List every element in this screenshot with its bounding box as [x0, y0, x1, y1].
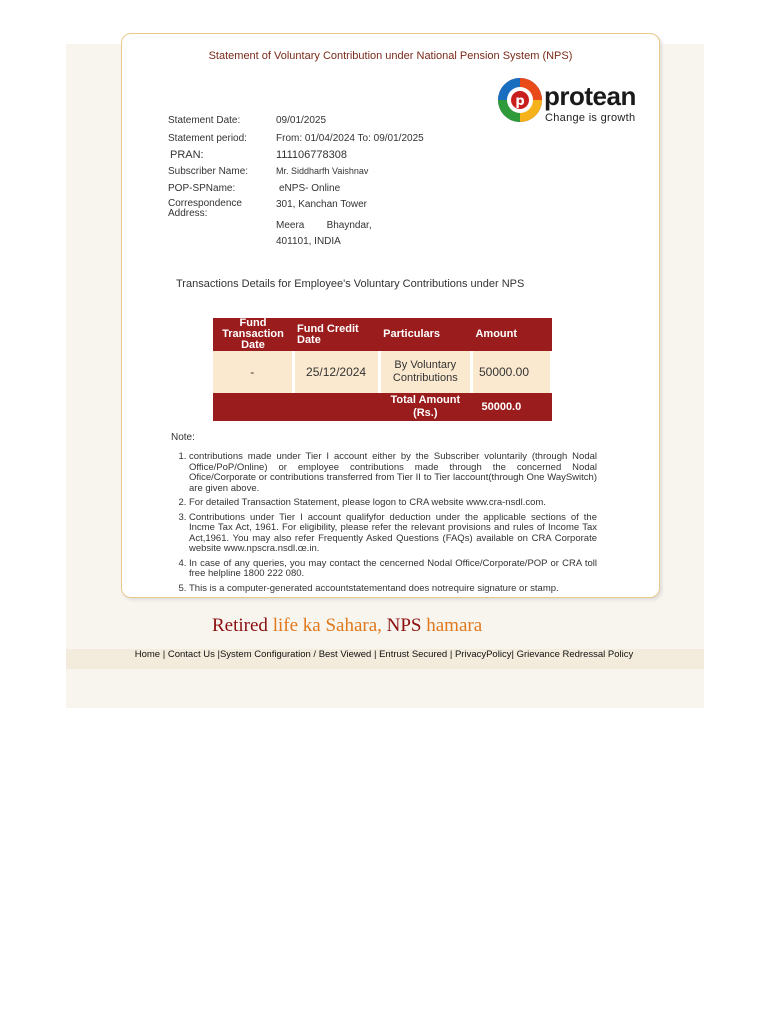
cell-amount: 50000.00 [471, 351, 551, 393]
list-item: 2. For detailed Transaction Statement, please logon to CRA website www.cra-nsdl.com. [189, 498, 597, 509]
cell-particulars: By Voluntary Contributions [379, 351, 471, 393]
footer-link-grievance-redressal[interactable]: Grievance Redressal Policy [516, 649, 634, 660]
footer-links: Home | Contact Us |System Configuration / Best Viewed | Entrust Secured | PrivacyPolicy| Grievance Redressal Policy [134, 649, 634, 660]
subscriber-name-label: Subscriber Name: [168, 166, 249, 177]
statement-date-label: Statement Date: [168, 115, 241, 126]
address-line-2: Meera Bhayndar, [276, 220, 372, 231]
header-fund-credit-date: Fund Credit Date [293, 318, 379, 351]
header-particulars: Particulars [379, 318, 471, 351]
pran-label: PRAN: [170, 149, 204, 161]
pop-sp-name-label: POP-SPName: [168, 183, 236, 194]
footer-link-contact-us[interactable]: Contact Us [167, 649, 215, 660]
statement-card [121, 33, 660, 598]
footer-link-privacy-policy[interactable]: PrivacyPolicy [454, 649, 512, 660]
cell-fund-credit-date: 25/12/2024 [293, 351, 379, 393]
address-line-1: 301, Kanchan Tower [276, 199, 367, 210]
table-row [213, 351, 552, 393]
tagline-word-nps: NPS [386, 615, 422, 636]
correspondence-address-label: Correspondence Address: [168, 198, 242, 219]
pop-sp-name-value: eNPS- Online [279, 183, 341, 194]
cell-fund-transaction-date: - [213, 351, 293, 393]
footer-link-entrust-secured[interactable]: Entrust Secured [379, 649, 448, 660]
list-item: 1. contributions made under Tier I account either by the Subscriber voluntarily (through Nodal Office/PoP/Online) or employee contributions made through the concerned Nodal Ofice/Corporate or contributions transferred from Tier II to Tier laccount(through One WaySwitch) are given above. [189, 452, 597, 494]
tagline-word-hamara: hamara [421, 615, 483, 636]
tagline-phrase-sahara: life ka Sahara, [267, 615, 387, 636]
statement-period-label: Statement period: [168, 133, 247, 144]
pran-value: 111106778308 [276, 149, 347, 161]
list-item: 3. Contributions under Tier I account qualifyfor deduction under the applicable sections of the Incme Tax Act, 1961. For eligibility, please refer the relevant provisions and rules of Income Tax Act,1961. You may also refer Frequently Asked Questions (FAQs) available on CRA Corporate website www.npscra.nsdl.œ.in. [189, 513, 597, 555]
list-item: 5. This is a computer-generated accountstatementand does notrequire signature or stamp. [189, 584, 597, 595]
header-amount: Amount [471, 318, 551, 351]
statement-date-value: 09/01/2025 [276, 115, 327, 126]
transactions-heading: Transactions Details for Employee's Voluntary Contributions under NPS [176, 278, 525, 290]
footer-link-system-configuration[interactable]: System Configuration / Best Viewed [219, 649, 372, 660]
statement-period-value: From: 01/04/2024 To: 09/01/2025 [276, 133, 424, 144]
nps-tagline [212, 615, 482, 637]
transactions-table [213, 318, 553, 421]
logo-tagline: Change is growth [545, 112, 636, 124]
tagline-word-retired: Retired [212, 615, 268, 636]
statement-title: Statement of Voluntary Contribution under National Pension System (NPS) [208, 50, 573, 62]
logo-wordmark: protean [544, 81, 636, 111]
total-value: 50000.0 [471, 393, 551, 421]
address-line-3: 401101, INDIA [276, 236, 341, 247]
notes-list [177, 452, 597, 598]
header-fund-transaction-date: Fund Transaction Date [213, 318, 293, 351]
list-item: 4. In case of any queries, you may contact the cencerned Nodal Office/Corporate/POP or CRA toll free helpline 1800 222 080. [189, 559, 597, 580]
subscriber-name-value: Mr. Siddharfh Vaishnav [276, 166, 369, 176]
total-spacer [213, 393, 379, 421]
table-total-row [213, 393, 552, 421]
note-label: Note: [171, 432, 195, 443]
table-header-row [213, 318, 552, 351]
footer-link-home[interactable]: Home [134, 649, 161, 660]
svg-text:p: p [515, 94, 525, 109]
total-label: Total Amount (Rs.) [379, 393, 471, 421]
